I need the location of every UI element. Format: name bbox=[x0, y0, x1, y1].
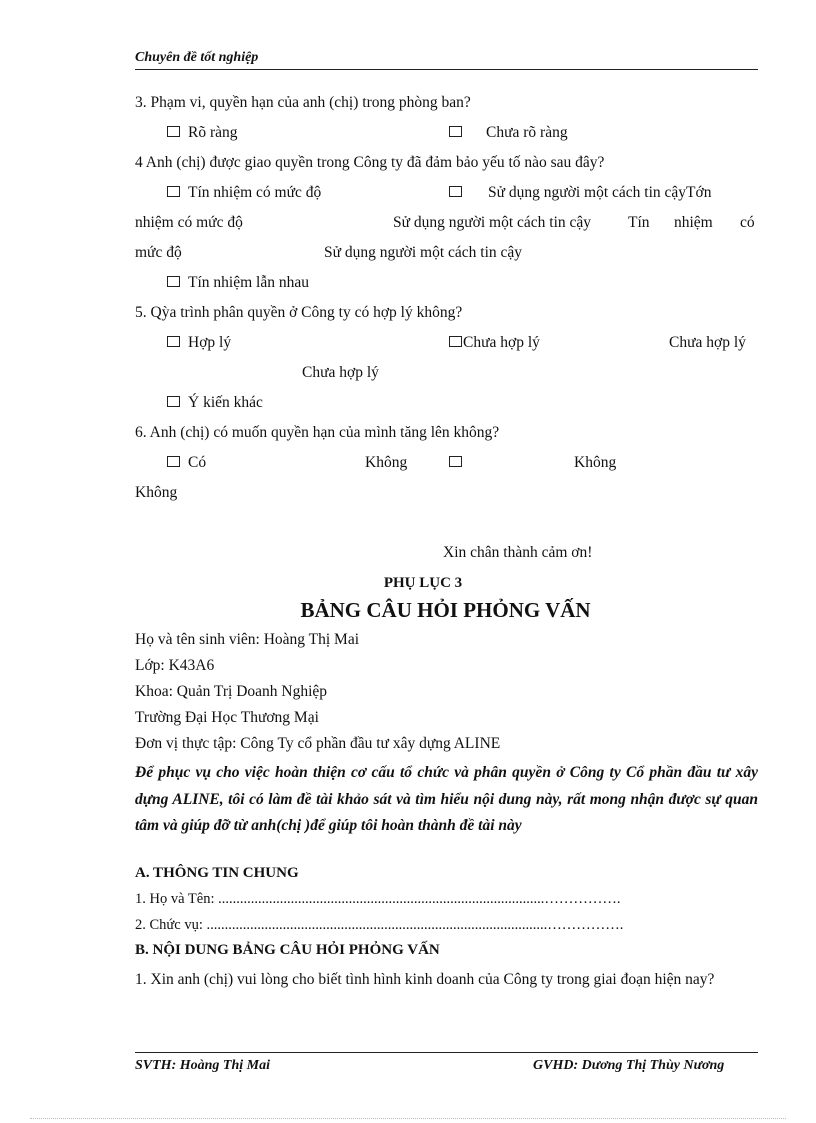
question-4: 4 Anh (chị) được giao quyền trong Công ty đã đảm bảo yếu tố nào sau đây? bbox=[135, 154, 605, 171]
section-b-question-1: 1. Xin anh (chị) vui lòng cho biết tình hình kinh doanh của Công ty trong giai đoạn hiện nay? bbox=[135, 971, 715, 988]
q4-line2-a: nhiệm có mức độ bbox=[135, 214, 243, 231]
q5-extra-1: Chưa hợp lý bbox=[669, 334, 746, 351]
q4-line3-b: Sử dụng người một cách tin cậy bbox=[324, 244, 523, 261]
question-6: 6. Anh (chị) có muốn quyền hạn của mình tăng lên không? bbox=[135, 424, 500, 441]
q4-option-trust-level[interactable]: Tín nhiệm có mức độ bbox=[167, 184, 321, 202]
student-name: Họ và tên sinh viên: Hoàng Thị Mai bbox=[135, 631, 360, 648]
section-a-title: A. THÔNG TIN CHUNG bbox=[135, 865, 299, 881]
q3-option-unclear[interactable]: Chưa rõ ràng bbox=[449, 124, 568, 142]
q4-option-mutual-trust[interactable]: Tín nhiệm lẫn nhau bbox=[167, 274, 309, 292]
checkbox[interactable] bbox=[449, 186, 462, 197]
q5-extra-2: Chưa hợp lý bbox=[302, 364, 379, 381]
footer-advisor: GVHD: Dương Thị Thùy Nương bbox=[533, 1058, 725, 1073]
appendix-label: PHỤ LỤC 3 bbox=[383, 575, 463, 591]
q4-line2-b: Sử dụng người một cách tin cậy bbox=[393, 214, 592, 231]
header-title: Chuyên đề tốt nghiệp bbox=[135, 50, 259, 65]
footer-rule bbox=[135, 1052, 758, 1053]
checkbox[interactable] bbox=[167, 276, 180, 287]
checkbox[interactable] bbox=[167, 336, 180, 347]
checkbox[interactable] bbox=[167, 456, 180, 467]
internship-unit: Đơn vị thực tập: Công Ty cổ phần đầu tư xây dựng ALINE bbox=[135, 735, 501, 752]
checkbox[interactable] bbox=[449, 456, 462, 467]
q4-line2-e: có bbox=[740, 214, 755, 231]
footer-student: SVTH: Hoàng Thị Mai bbox=[135, 1058, 270, 1073]
q4-line3-a: mức độ bbox=[135, 244, 182, 261]
checkbox[interactable] bbox=[449, 336, 462, 347]
checkbox[interactable] bbox=[167, 396, 180, 407]
question-5: 5. Qỳa trình phân quyền ở Công ty có hợp lý không? bbox=[135, 304, 463, 321]
q4-line2-d: nhiệm bbox=[674, 214, 713, 231]
q6-extra-1: Không bbox=[365, 454, 408, 471]
student-faculty: Khoa: Quản Trị Doanh Nghiệp bbox=[135, 683, 328, 700]
q4-line2-c: Tín bbox=[628, 214, 650, 231]
header-rule bbox=[135, 69, 758, 70]
question-3: 3. Phạm vi, quyền hạn của anh (chị) trong phòng ban? bbox=[135, 94, 471, 111]
q5-option-other[interactable]: Ý kiến khác bbox=[167, 394, 263, 412]
q3-option-clear[interactable]: Rõ ràng bbox=[167, 124, 238, 142]
page-edge bbox=[30, 1118, 786, 1119]
appendix-title: BẢNG CÂU HỎI PHỎNG VẤN bbox=[300, 598, 591, 622]
q6-extra-3: Không bbox=[135, 484, 178, 501]
q6-extra-2: Không bbox=[574, 454, 617, 471]
checkbox[interactable] bbox=[449, 126, 462, 137]
checkbox[interactable] bbox=[167, 186, 180, 197]
q4-option-reliable-use[interactable]: Sử dụng người một cách tin cậyTớn bbox=[449, 184, 711, 202]
student-class: Lớp: K43A6 bbox=[135, 657, 215, 674]
thanks-note: Xin chân thành cảm ơn! bbox=[443, 544, 593, 561]
intro-paragraph: Để phục vụ cho việc hoàn thiện cơ cấu tổ chức và phân quyền ở Công ty Cổ phần đầu tư xây dựng ALINE, tôi có làm đề tài khảo sát và tìm hiểu nội dung này, rất mong nhận được sự quan tâm và giúp đỡ từ anh(chị )để giúp tôi hoàn thành đề tài này bbox=[135, 764, 758, 834]
position-field[interactable]: 2. Chức vụ: ..............................................................................................……………. bbox=[135, 917, 624, 933]
checkbox[interactable] bbox=[167, 126, 180, 137]
section-b-title: B. NỘI DUNG BẢNG CÂU HỎI PHỎNG VẤN bbox=[135, 942, 440, 958]
q6-option-no[interactable] bbox=[449, 454, 470, 472]
student-school: Trường Đại Học Thương Mại bbox=[135, 709, 319, 726]
name-field[interactable]: 1. Họ và Tên: ..........................................................................................……………. bbox=[135, 891, 621, 907]
q6-option-yes[interactable]: Có bbox=[167, 454, 206, 472]
q5-option-not-reasonable[interactable]: Chưa hợp lý bbox=[449, 334, 540, 352]
q5-option-reasonable[interactable]: Hợp lý bbox=[167, 334, 231, 352]
